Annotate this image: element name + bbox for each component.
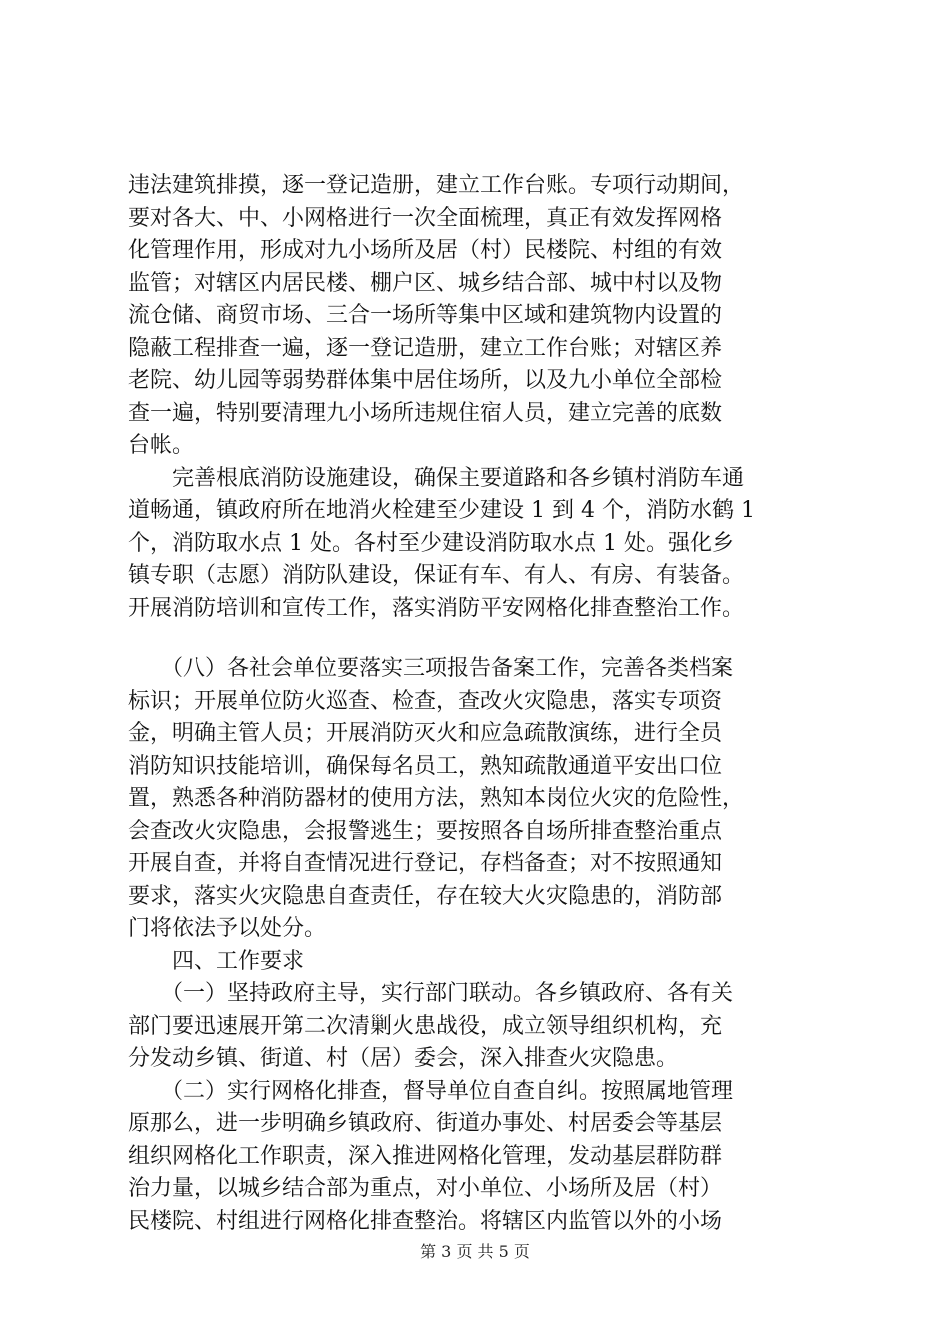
text-line: 民楼院、村组进行网格化排查整治。将辖区内监管以外的小场 xyxy=(128,1208,723,1234)
text-line: 组织网格化工作职责，深入推进网格化管理，发动基层群防群 xyxy=(128,1143,723,1169)
text-line: 流仓储、商贸市场、三合一场所等集中区域和建筑物内设置的 xyxy=(128,303,723,328)
section-heading: 四、工作要求 xyxy=(128,948,305,974)
text-line: 老院、幼儿园等弱势群体集中居住场所，以及九小单位全部检 xyxy=(128,368,723,393)
text-line: 个，消防取水点 1 处。各村至少建设消防取水点 1 处。强化乡 xyxy=(128,530,734,556)
text-line: 门将依法予以处分。 xyxy=(128,916,327,941)
text-line: 消防知识技能培训，确保每名员工，熟知疏散通道平安出口位 xyxy=(128,753,723,779)
text-line: 标识；开展单位防火巡查、检查，查改火灾隐患，落实专项资 xyxy=(128,688,723,714)
text-line: 金，明确主管人员；开展消防灭火和应急疏散演练，进行全员 xyxy=(128,721,723,746)
text-line: 台帐。 xyxy=(128,433,195,458)
text-line: 镇专职（志愿）消防队建设，保证有车、有人、有房、有装备。 xyxy=(128,563,745,588)
text-line: 会查改火灾隐患，会报警逃生；要按照各自场所排查整治重点 xyxy=(128,818,723,844)
text-line: 隐蔽工程排查一遍，逐一登记造册，建立工作台账；对辖区养 xyxy=(128,335,723,361)
text-line: 道畅通，镇政府所在地消火栓建至少建设 1 到 4 个，消防水鹤 1 xyxy=(128,498,755,523)
text-line: 分发动乡镇、街道、村（居）委会，深入排查火灾隐患。 xyxy=(128,1046,679,1071)
paragraph-gap xyxy=(128,625,828,653)
text-line: 治力量，以城乡结合部为重点，对小单位、小场所及居（村） xyxy=(128,1176,723,1201)
text-line: 部门要迅速展开第二次清剿火患战役，成立领导组织机构，充 xyxy=(128,1013,723,1039)
text-line: 完善根底消防设施建设，确保主要道路和各乡镇村消防车通 xyxy=(128,465,745,491)
page-footer xyxy=(0,1239,950,1262)
text-line: 化管理作用，形成对九小场所及居（村）民楼院、村组的有效 xyxy=(128,238,723,263)
text-line: 监管；对辖区内居民楼、棚户区、城乡结合部、城中村以及物 xyxy=(128,270,723,296)
text-line: 开展自查，并将自查情况进行登记，存档备查；对不按照通知 xyxy=(128,851,723,876)
text-line: 违法建筑排摸，逐一登记造册，建立工作台账。专项行动期间， xyxy=(128,173,745,198)
page-number: 第 3 页 共 5 页 xyxy=(420,1242,530,1261)
text-line: 查一遍，特别要清理九小场所违规住宿人员，建立完善的底数 xyxy=(128,400,723,426)
text-line: 原那么，进一步明确乡镇政府、街道办事处、村居委会等基层 xyxy=(128,1111,723,1136)
body-text xyxy=(128,170,828,1238)
text-line: （一）坚持政府主导，实行部门联动。各乡镇政府、各有关 xyxy=(128,981,734,1006)
text-line: （八）各社会单位要落实三项报告备案工作，完善各类档案 xyxy=(128,656,734,681)
text-line: 要对各大、中、小网格进行一次全面梳理，真正有效发挥网格 xyxy=(128,205,723,231)
text-line: 开展消防培训和宣传工作，落实消防平安网格化排查整治工作。 xyxy=(128,595,745,621)
text-line: 置，熟悉各种消防器材的使用方法，熟知本岗位火灾的危险性， xyxy=(128,786,745,811)
text-line: （二）实行网格化排查，督导单位自查自纠。按照属地管理 xyxy=(128,1078,734,1104)
text-line: 要求，落实火灾隐患自查责任，存在较大火灾隐患的，消防部 xyxy=(128,883,723,909)
